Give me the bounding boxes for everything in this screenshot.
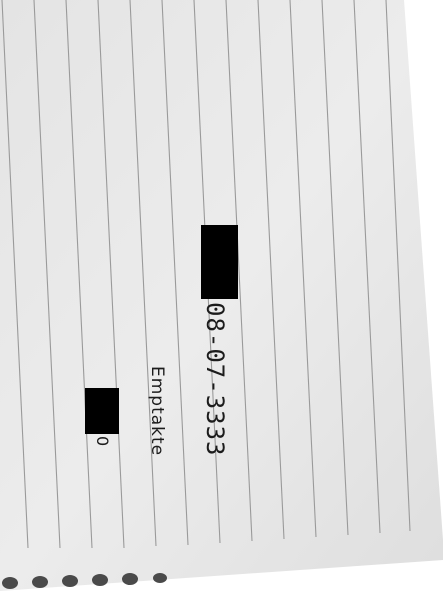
redaction-box-upper xyxy=(201,225,238,299)
redaction-box-lower xyxy=(85,388,119,434)
handwritten-word: Emptakte xyxy=(147,366,167,457)
handwritten-date: 08-07-3333 xyxy=(201,302,229,457)
handwritten-number-suffix: 0 xyxy=(93,436,112,447)
